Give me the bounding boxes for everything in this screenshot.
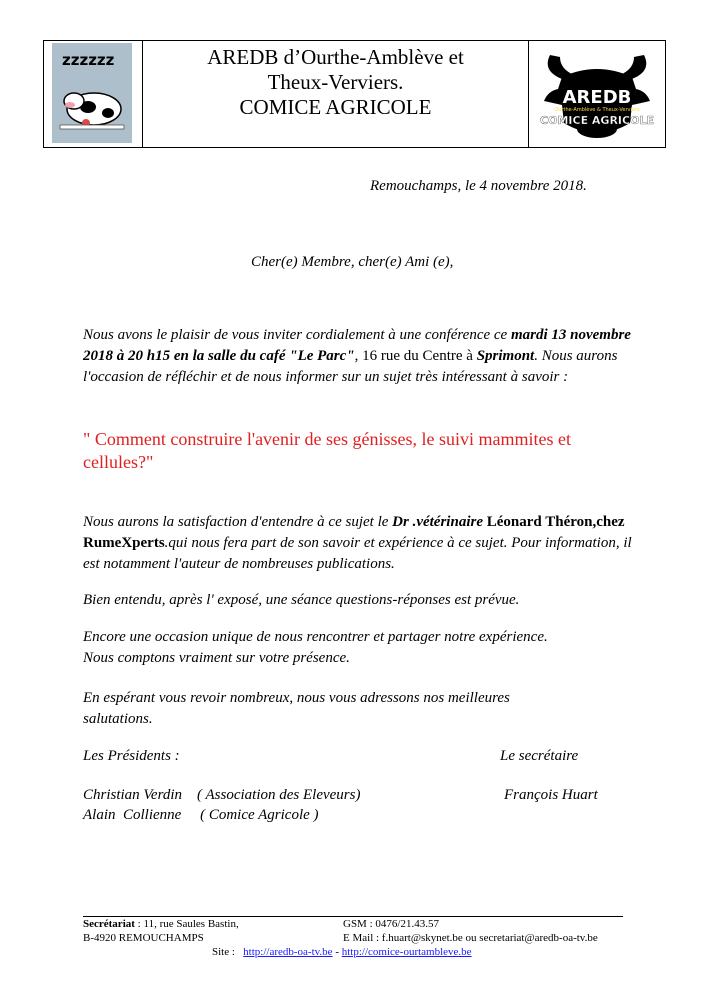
place-date: Remouchamps, le 4 novembre 2018. <box>370 178 587 194</box>
event-date-venue: mardi 13 novembre 2018 à 20 h15 en la salle du café "Le Parc" <box>83 327 631 364</box>
footer-secretariat <box>83 917 239 931</box>
event-town: Sprimont <box>476 348 535 364</box>
footer-gsm: GSM : 0476/21.43.57 <box>343 918 439 930</box>
invitation-paragraph <box>83 325 638 388</box>
presidents-label: Les Présidents : <box>83 748 180 764</box>
sleeping-cow-logo <box>52 43 132 143</box>
aredb-cow-logo <box>532 49 662 141</box>
footer-city: B-4920 REMOUCHAMPS <box>83 932 204 944</box>
speaker-text-d: .qui nous fera part de son savoir et expérience à ce sujet. Pour information, il est notamment l'auteur de nombreuses publications. <box>83 535 632 572</box>
header-divider-left <box>142 41 143 147</box>
invitation-text-c: , 16 rue du Centre à <box>354 348 477 364</box>
speaker-paragraph <box>83 512 638 575</box>
letterhead-title <box>144 45 527 120</box>
greeting-paragraph: En espérant vous revoir nombreux, nous vous adressons nos meilleures salutations. <box>83 690 510 727</box>
title-line-1: AREDB d’Ourthe-Amblève et <box>207 45 464 69</box>
salutation: Cher(e) Membre, cher(e) Ami (e), <box>251 254 454 270</box>
title-line-2: Theux-Verviers. <box>267 70 404 94</box>
footer-email: E Mail : f.huart@skynet.be ou secretariat@aredb-oa-tv.be <box>343 932 598 944</box>
site-separator: - <box>332 946 342 958</box>
conference-topic: " Comment construire l'avenir de ses génisses, le suivi mammites et cellules?" <box>83 429 571 472</box>
speaker-name: Léonard Théron,chez RumeXperts <box>83 514 625 551</box>
president-2: Alain Collienne ( Comice Agricole ) <box>83 807 319 823</box>
aredb-logo-text: AREDB <box>562 87 632 108</box>
comice-logo-text: COMICE AGRICOLE <box>540 114 654 127</box>
secretary-label: Le secrétaire <box>500 748 579 764</box>
site-label: Site : <box>212 946 235 958</box>
closing-paragraph <box>83 627 638 669</box>
zzz-text: zzzzzz <box>62 51 115 69</box>
letterhead <box>43 40 666 148</box>
title-line-3: COMICE AGRICOLE <box>239 95 432 119</box>
closing-line-1: Encore une occasion unique de nous rencontrer et partager notre expérience. <box>83 629 548 645</box>
site-link-comice[interactable]: http://comice-ourtambleve.be <box>341 946 472 958</box>
invitation-text-a: Nous avons le plaisir de vous inviter cordialement à une conférence ce <box>83 327 511 343</box>
aredb-logo-subtext: Ourthe-Amblève & Theux-Verviers <box>554 107 640 113</box>
speaker-text-a: Nous aurons la satisfaction d'entendre à ce sujet le <box>83 514 393 530</box>
secretariat-label: Secrétariat <box>83 918 135 930</box>
president-1: Christian Verdin ( Association des Eleveurs) <box>83 787 361 803</box>
secretariat-address: : 11, rue Saules Bastin, <box>134 918 239 930</box>
qa-paragraph: Bien entendu, après l' exposé, une séance questions-réponses est prévue. <box>83 592 520 608</box>
speaker-title: Dr .vétérinaire <box>392 514 487 530</box>
site-link-aredb[interactable]: http://aredb-oa-tv.be <box>243 946 333 958</box>
header-divider-right <box>528 41 529 147</box>
invitation-text-e: . Nous aurons l'occasion de réfléchir et de nous informer sur un sujet très intéressant à savoir : <box>83 348 618 385</box>
secretary-name: François Huart <box>504 787 598 803</box>
closing-line-2: Nous comptons vraiment sur votre présence. <box>83 650 350 666</box>
footer-sites <box>212 945 472 959</box>
